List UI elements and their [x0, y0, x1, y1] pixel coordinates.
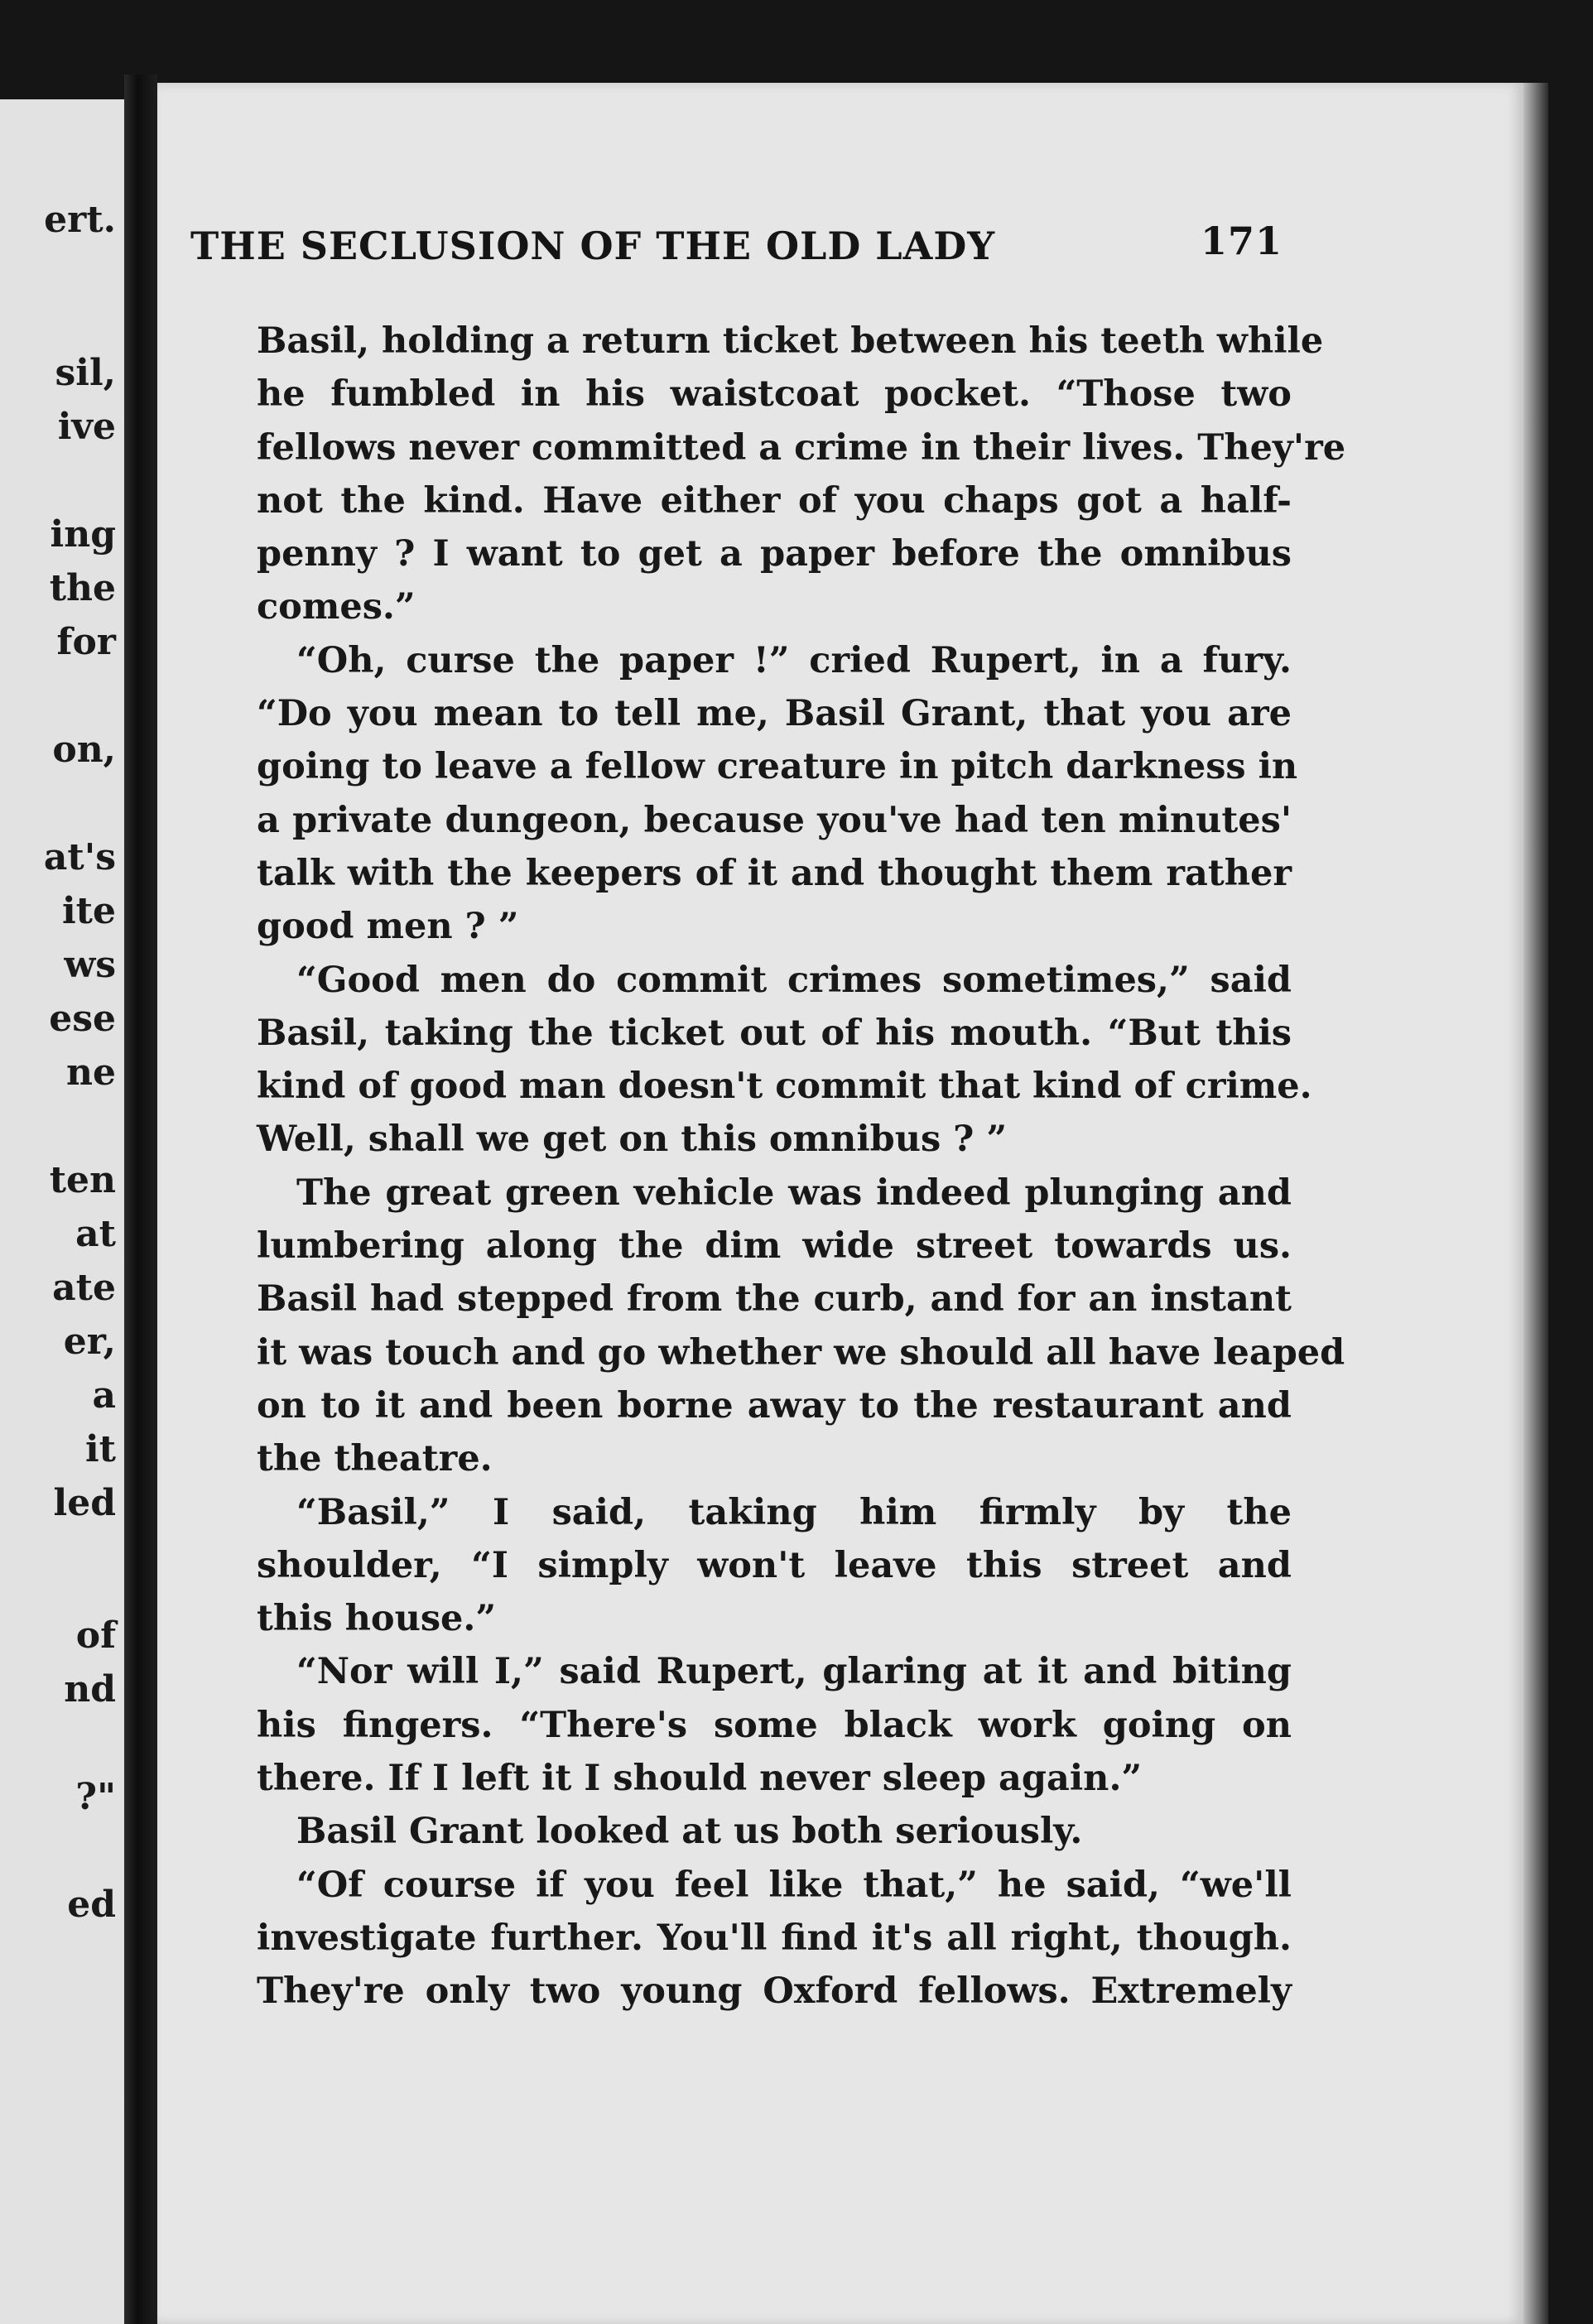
- text-line: good men ? ”: [257, 906, 519, 948]
- left-page-fragment: at's: [43, 836, 116, 878]
- text-line: “Do you mean to tell me, Basil Grant, that you are: [257, 693, 1292, 735]
- text-line: Basil had stepped from the curb, and for an instant: [257, 1278, 1292, 1321]
- text-line: he fumbled in his waistcoat pocket. “Those two: [257, 373, 1292, 416]
- text-line: “Good men do commit crimes sometimes,” said: [296, 959, 1292, 1001]
- left-page-fragment: ten: [49, 1159, 116, 1201]
- left-page-fragment: ate: [52, 1267, 116, 1309]
- text-line: penny ? I want to get a paper before the omnibus: [257, 533, 1292, 575]
- left-page-fragment: of: [75, 1614, 116, 1657]
- left-page-fragment: sil,: [55, 352, 116, 394]
- text-line: talk with the keepers of it and thought them rather: [257, 852, 1292, 894]
- text-line: They're only two young Oxford fellows. Extremely: [257, 1970, 1292, 2013]
- left-page-fragment: it: [84, 1428, 116, 1470]
- text-line: this house.”: [257, 1598, 497, 1640]
- text-line: Basil Grant looked at us both seriously.: [296, 1811, 1083, 1853]
- text-line: fellows never committed a crime in their lives. They're: [257, 426, 1346, 469]
- text-line: Basil, holding a return ticket between his teeth while: [257, 320, 1324, 362]
- text-line: investigate further. You'll find it's all right, though.: [257, 1917, 1292, 1959]
- text-line: a private dungeon, because you've had ten minutes': [257, 799, 1292, 841]
- text-line: The great green vehicle was indeed plunging and: [296, 1172, 1292, 1214]
- text-line: “Of course if you feel like that,” he said, “we'll: [296, 1864, 1292, 1906]
- running-head-title: THE SECLUSION OF THE OLD LADY: [190, 224, 996, 268]
- left-page-fragment: ing: [50, 513, 116, 556]
- left-page-fragment: a: [92, 1374, 116, 1417]
- text-line: the theatre.: [257, 1438, 493, 1480]
- page-edge: [1523, 83, 1548, 2324]
- left-page-fragment: ne: [66, 1051, 116, 1094]
- left-page-fragment: for: [56, 621, 116, 663]
- text-line: not the kind. Have either of you chaps got a half-: [257, 479, 1292, 522]
- text-line: on to it and been borne away to the restaurant and: [257, 1384, 1292, 1427]
- text-line: Basil, taking the ticket out of his mouth. “But this: [257, 1012, 1292, 1054]
- left-page-fragment: led: [53, 1482, 116, 1524]
- text-line: his fingers. “There's some black work going on: [257, 1704, 1292, 1746]
- page-number: 171: [1201, 219, 1283, 263]
- text-line: kind of good man doesn't commit that kind of crime.: [257, 1066, 1312, 1108]
- text-line: “Oh, curse the paper !” cried Rupert, in a fury.: [296, 639, 1292, 681]
- text-line: comes.”: [257, 586, 416, 628]
- text-line: there. If I left it I should never sleep again.”: [257, 1758, 1143, 1800]
- left-page-fragment: nd: [64, 1668, 116, 1711]
- text-line: going to leave a fellow creature in pitch darkness in: [257, 746, 1298, 788]
- left-page-fragment: on,: [52, 729, 116, 771]
- left-page-fragment: ed: [67, 1884, 116, 1926]
- left-page-fragment: er,: [63, 1321, 116, 1363]
- text-line: shoulder, “I simply won't leave this street and: [257, 1544, 1292, 1586]
- left-page-text-fragments: [0, 99, 124, 2324]
- left-page-fragment: ws: [64, 944, 116, 986]
- left-page-fragment: ive: [57, 406, 116, 448]
- left-page-fragment: the: [49, 567, 116, 609]
- book-gutter: [124, 75, 157, 2324]
- text-line: Well, shall we get on this omnibus ? ”: [257, 1119, 1008, 1161]
- left-page-fragment: ?": [75, 1776, 116, 1818]
- text-line: it was touch and go whether we should all have leaped: [257, 1331, 1345, 1374]
- body-text: [257, 315, 1346, 2018]
- text-line: “Nor will I,” said Rupert, glaring at it and biting: [296, 1651, 1292, 1693]
- text-line: lumbering along the dim wide street towards us.: [257, 1225, 1292, 1268]
- left-facing-page: [0, 99, 124, 2324]
- left-page-fragment: ese: [49, 998, 116, 1040]
- left-page-fragment: at: [75, 1213, 116, 1255]
- text-line: “Basil,” I said, taking him firmly by the: [296, 1491, 1292, 1533]
- left-page-fragment: ert.: [44, 199, 116, 241]
- left-page-fragment: ite: [61, 890, 116, 932]
